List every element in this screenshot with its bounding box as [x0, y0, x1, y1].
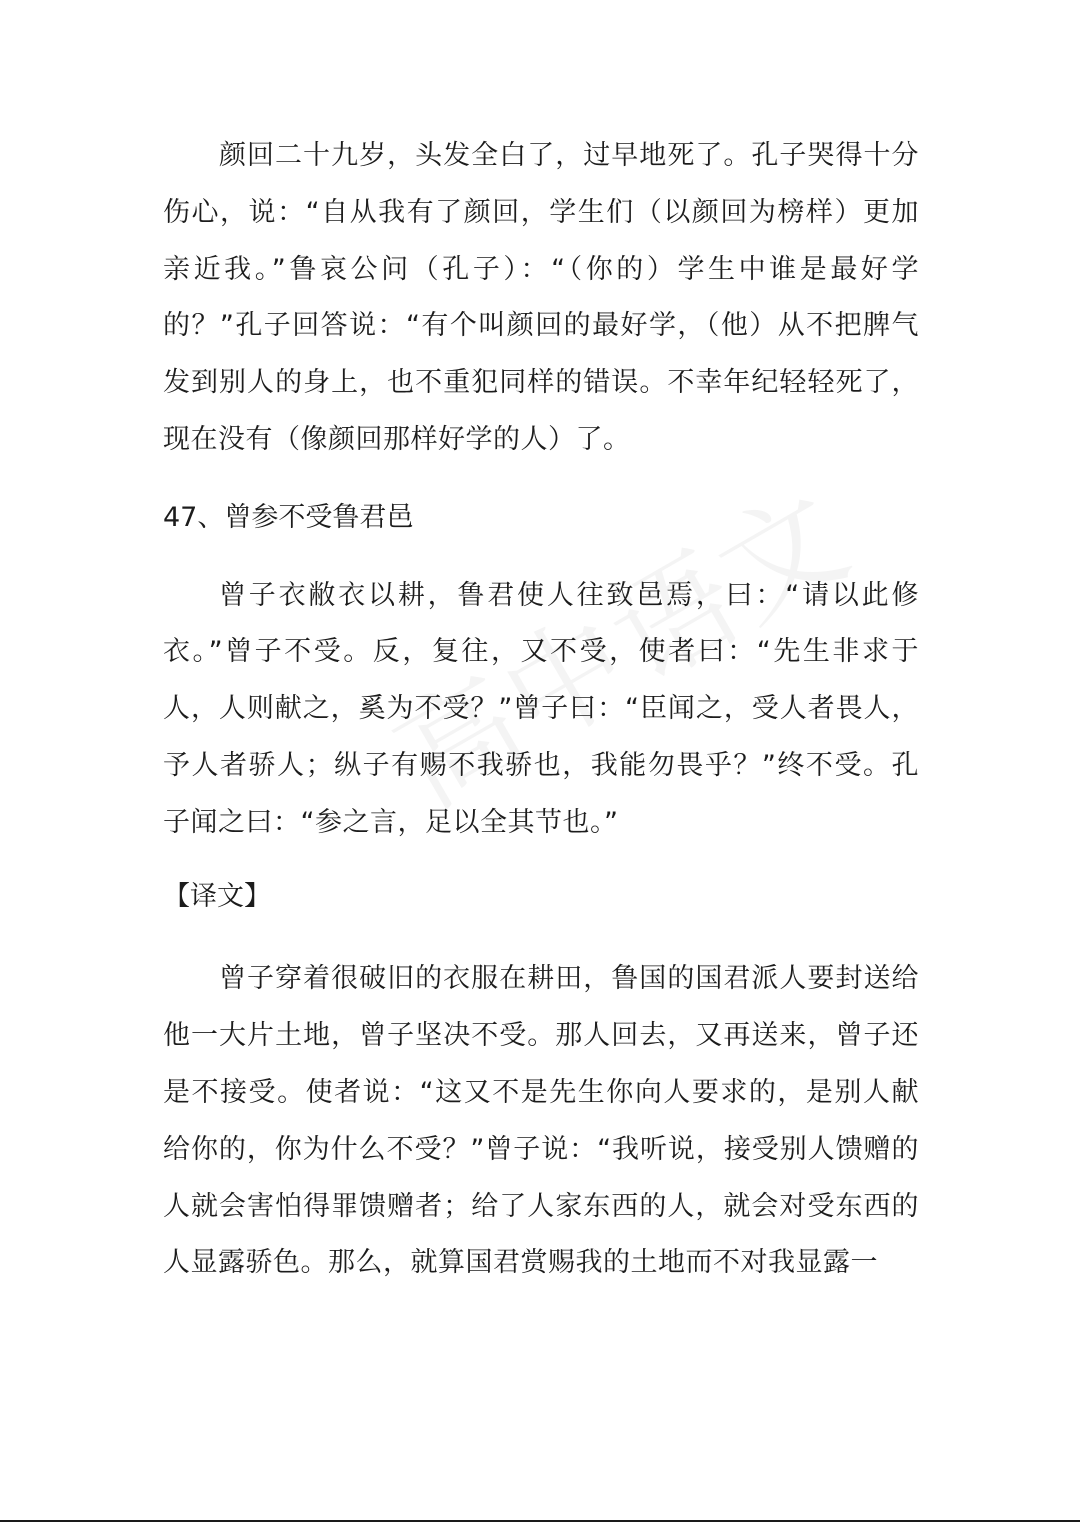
paragraph-classical-text: 曾子衣敝衣以耕，鲁君使人往致邑焉，曰：“请以此修衣。”曾子不受。反，复往，又不受，使者曰：“先生非求于人，人则献之，奚为不受？”曾子曰：“臣闻之，受人者畏人，予人者骄人；纵子有赐不我骄也，我能勿畏乎？”终不受。孔子闻之曰：“参之言，足以全其节也。”: [163, 579, 919, 838]
document-body: [163, 128, 919, 1292]
section-heading-47: 47、曾参不受鲁君邑: [163, 501, 414, 533]
paragraph-yanhui-translation: 颜回二十九岁，头发全白了，过早地死了。孔子哭得十分伤心，说：“自从我有了颜回，学生们（以颜回为榜样）更加亲近我。”鲁哀公问（孔子）：“（你的）学生中谁是最好学的？”孔子回答说：“有个叫颜回的最好学，（他）从不把脾气发到别人的身上，也不重犯同样的错误。不幸年纪轻轻死了，现在没有（像颜回那样好学的人）了。: [163, 140, 919, 455]
bottom-divider: [0, 1520, 1080, 1522]
translation-heading: 【译文】: [163, 880, 271, 912]
paragraph-translation: 曾子穿着很破旧的衣服在耕田，鲁国的国君派人要封送给他一大片土地，曾子坚决不受。那人回去，又再送来，曾子还是不接受。使者说：“这又不是先生你向人要求的，是别人献给你的，你为什么不受？”曾子说：“我听说，接受别人馈赠的人就会害怕得罪馈赠者；给了人家东西的人，就会对受东西的人显露骄色。那么，就算国君赏赐我的土地而不对我显露一: [163, 963, 919, 1279]
